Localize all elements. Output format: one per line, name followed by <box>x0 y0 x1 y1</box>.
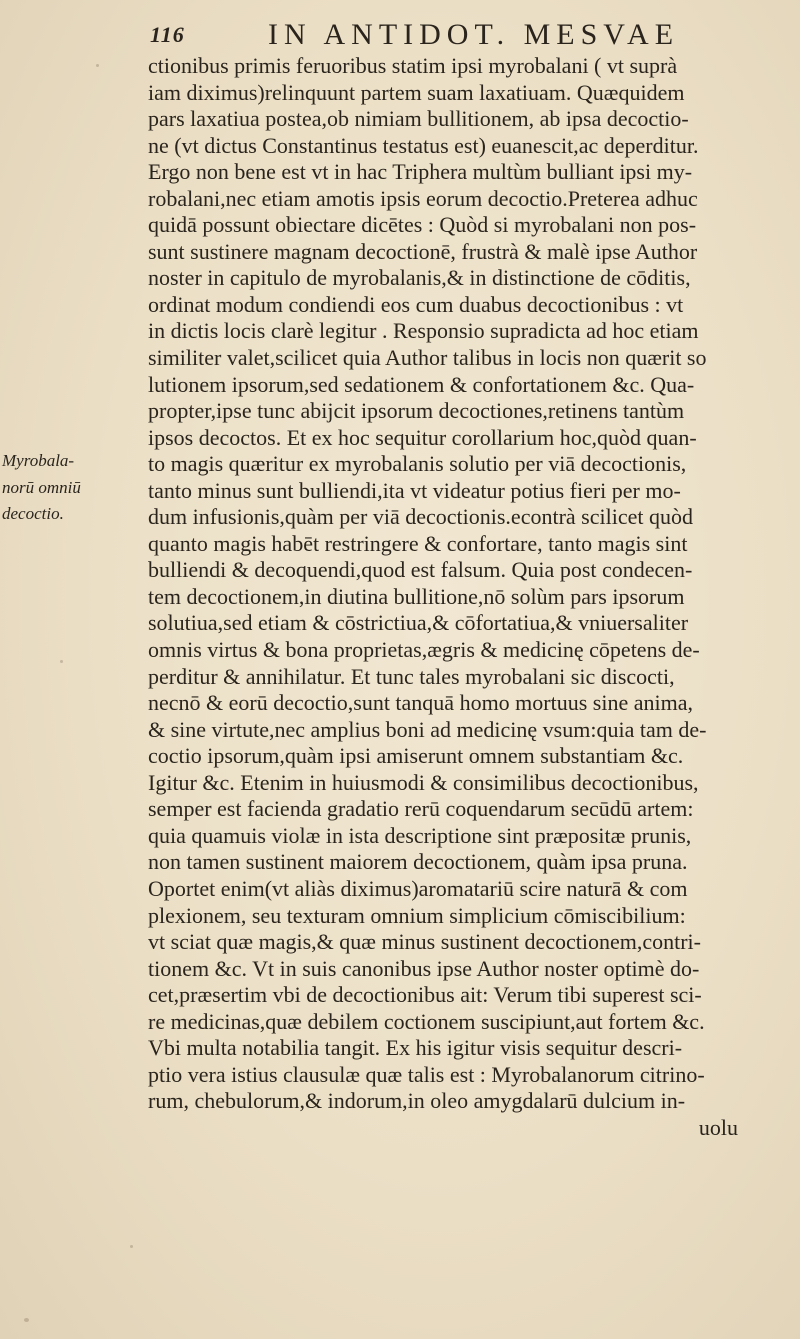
text-line: to magis quæritur ex myrobalanis solutio per viā decoctionis, <box>148 451 687 477</box>
text-line: iam diximus)relinquunt partem suam laxatiuam. Quæquidem <box>148 79 685 105</box>
running-title: IN ANTIDOT. MESVAE <box>268 18 680 51</box>
ink-speck <box>24 1318 29 1322</box>
ink-speck <box>60 660 63 663</box>
text-line: ptio vera istius clausulæ quæ talis est : Myrobalanorum citrino- <box>148 1061 705 1087</box>
text-line: ctionibus primis feruoribus statim ipsi myrobalani ( vt suprà <box>148 53 678 78</box>
text-line: in dictis locis clarè legitur . Responsio supradicta ad hoc etiam <box>148 318 699 344</box>
text-line: & sine virtute,nec amplius boni ad medicinę vsum:quia tam de- <box>148 716 707 742</box>
text-line: dum infusionis,quàm per viā decoctionis.econtrà scilicet quòd <box>148 504 693 530</box>
text-line: quia quamuis violæ in ista descriptione sint præpositæ prunis, <box>148 822 692 848</box>
text-line: noster in capitulo de myrobalanis,& in distinctione de cōditis, <box>148 265 691 291</box>
text-line: ne (vt dictus Constantinus testatus est) euanescit,ac deperditur. <box>148 132 699 158</box>
text-line: robalani,nec etiam amotis ipsis eorum decoctio.Preterea adhuc <box>148 185 698 211</box>
marginal-note-line: Myrobala- <box>2 451 75 470</box>
text-line: Ergo non bene est vt in hac Triphera multùm bulliant ipsi my- <box>148 159 693 185</box>
text-line: cet,præsertim vbi de decoctionibus ait: Verum tibi superest sci- <box>148 982 702 1008</box>
body-text <box>148 53 790 1141</box>
text-line: similiter valet,scilicet quia Author talibus in locis non quærit so <box>148 345 707 371</box>
text-line: quidā possunt obiectare dicētes : Quòd si myrobalani non pos- <box>148 212 697 238</box>
text-line: lutionem ipsorum,sed sedationem & confortationem &c. Qua- <box>148 371 695 397</box>
text-line: rum, chebulorum,& indorum,in oleo amygdalarū dulcium in- <box>148 1088 686 1114</box>
text-line: plexionem, seu texturam omnium simplicium cōmiscibilium: <box>148 902 686 928</box>
text-line: solutiua,sed etiam & cōstrictiua,& cōfortatiua,& vniuersaliter <box>148 610 689 636</box>
text-line: Igitur &c. Etenim in huiusmodi & consimilibus decoctionibus, <box>148 769 699 795</box>
text-line: tanto minus sunt bulliendi,ita vt videatur potius fieri per mo- <box>148 477 681 503</box>
marginal-note-line: decoctio. <box>2 504 64 524</box>
text-line: coctio ipsorum,quàm ipsi amiserunt omnem substantiam &c. <box>148 743 684 769</box>
text-line: pars laxatiua postea,ob nimiam bullitionem, ab ipsa decoctio- <box>148 106 689 132</box>
text-line: ipsos decoctos. Et ex hoc sequitur corollarium hoc,quòd quan- <box>148 424 697 450</box>
ink-speck <box>96 64 99 67</box>
text-line: sunt sustinere magnam decoctionē, frustrà & malè ipse Author <box>148 238 698 264</box>
text-line: re medicinas,quæ debilem coctionem suscipiunt,aut fortem &c. <box>148 1008 705 1034</box>
text-line: tem decoctionem,in diutina bullitione,nō solùm pars ipsorum <box>148 583 685 609</box>
text-line: bulliendi & decoquendi,quod est falsum. Quia post condecen- <box>148 557 693 583</box>
ink-speck <box>130 1245 133 1248</box>
text-line: perditur & annihilatur. Et tunc tales myrobalani sic discocti, <box>148 663 675 689</box>
text-line: ordinat modum condiendi eos cum duabus decoctionibus : vt <box>148 291 684 317</box>
text-line: vt sciat quæ magis,& quæ minus sustinent decoctionem,contri- <box>148 929 701 955</box>
text-line: Vbi multa notabilia tangit. Ex his igitur visis sequitur descri- <box>148 1035 683 1061</box>
text-line: tionem &c. Vt in suis canonibus ipse Author noster optimè do- <box>148 955 700 981</box>
marginal-note <box>2 448 102 528</box>
text-line: Oportet enim(vt aliàs diximus)aromatariū scire naturā & com <box>148 875 688 901</box>
text-line: quanto magis habēt restringere & confortare, tanto magis sint <box>148 530 688 556</box>
text-line: omnis virtus & bona proprietas,ægris & medicinę cōpetens de- <box>148 637 700 663</box>
text-line: necnō & eorū decoctio,sunt tanquā homo mortuus sine anima, <box>148 690 693 716</box>
catchword: uolu <box>698 1114 738 1140</box>
page-header <box>150 14 780 54</box>
page-number: 116 <box>150 22 185 47</box>
text-line: semper est facienda gradatio rerū coquendarum secūdū artem: <box>148 796 694 822</box>
text-line: propter,ipse tunc abijcit ipsorum decoctiones,retinens tantùm <box>148 398 685 424</box>
text-line: non tamen sustinent maiorem decoctionem, quàm ipsa pruna. <box>148 849 688 875</box>
marginal-note-line: norū omniū <box>2 477 81 497</box>
